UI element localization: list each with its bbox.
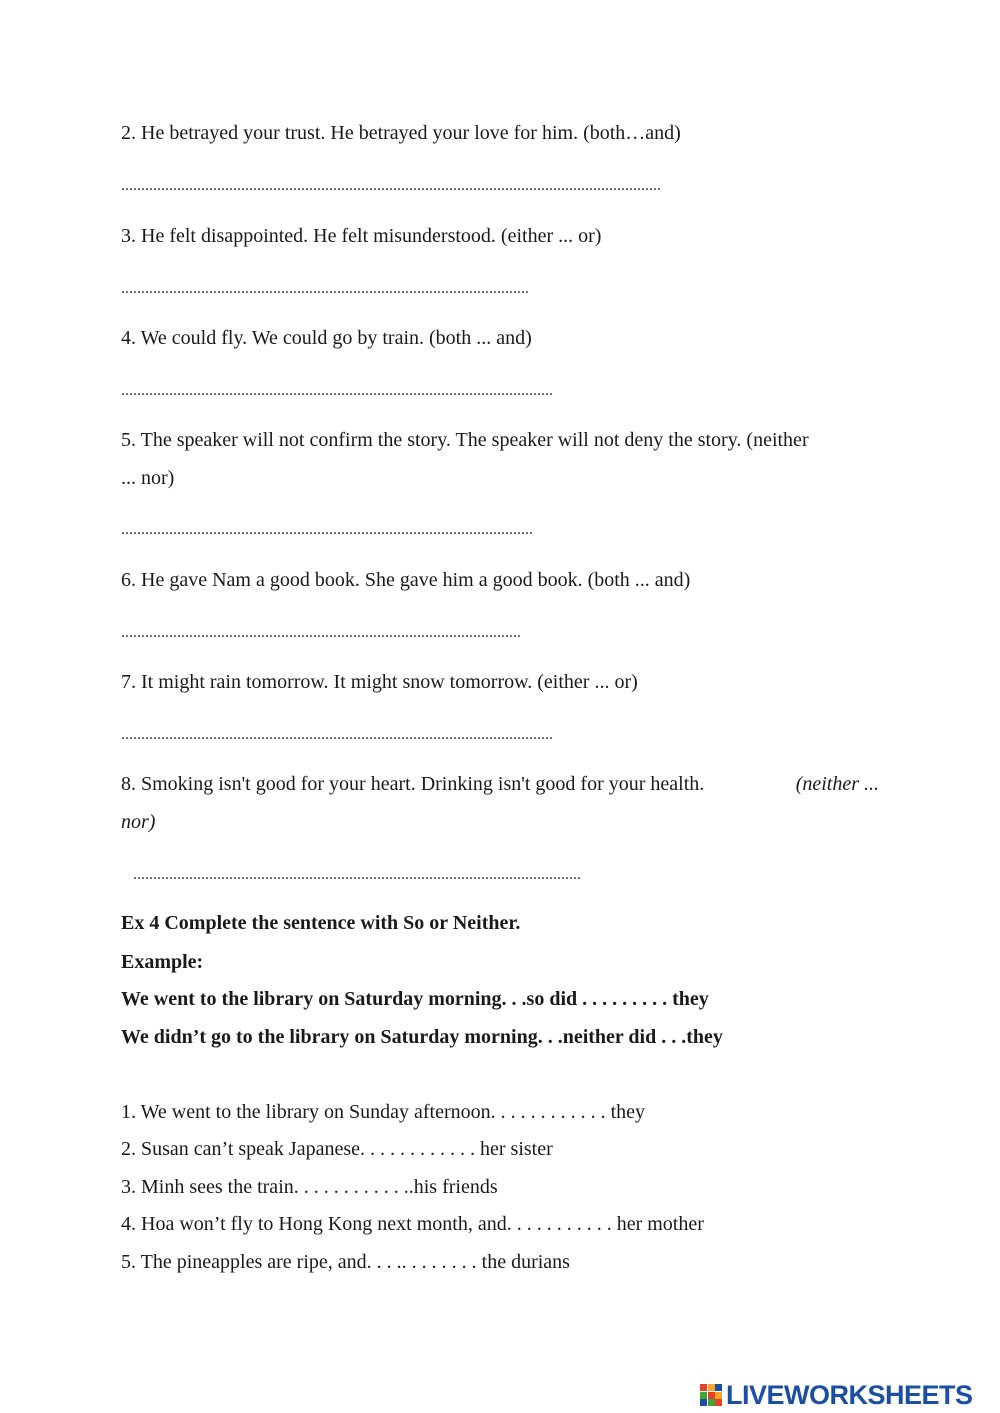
- example-label: Example:: [121, 951, 204, 973]
- logo-text: LIVEWORKSHEETS: [726, 1379, 973, 1410]
- question-6: 6. He gave Nam a good book. She gave him a good book. (both ... and): [121, 569, 691, 591]
- answer-line-8[interactable]: ................................................................................................................: [133, 866, 581, 883]
- exercise-4-title: Ex 4 Complete the sentence with So or Neither.: [121, 912, 521, 934]
- example-2: We didn’t go to the library on Saturday morning. . .neither did . . .they: [121, 1026, 723, 1048]
- question-7: 7. It might rain tomorrow. It might snow tomorrow. (either ... or): [121, 671, 638, 693]
- so-neither-item-3: 3. Minh sees the train. . . . . . . . . . . ..his friends: [121, 1176, 498, 1198]
- question-8: [121, 765, 879, 841]
- so-neither-item-2: 2. Susan can’t speak Japanese. . . . . . . . . . . . her sister: [121, 1138, 553, 1160]
- so-neither-item-5: 5. The pineapples are ripe, and. . . .. . . . . . . . the durians: [121, 1251, 570, 1273]
- question-8-hint: (neither ...: [795, 773, 879, 795]
- question-5-cont: ... nor): [121, 467, 175, 489]
- answer-line-3[interactable]: ......................................................................................................: [121, 280, 529, 297]
- answer-line-5[interactable]: .......................................................................................................: [121, 521, 533, 538]
- answer-line-4[interactable]: ............................................................................................................: [121, 382, 553, 399]
- question-8-cont: nor): [121, 811, 156, 833]
- answer-line-2[interactable]: .......................................................................................................................................: [121, 177, 661, 194]
- question-3: 3. He felt disappointed. He felt misunderstood. (either ... or): [121, 225, 602, 247]
- answer-line-7[interactable]: ............................................................................................................: [121, 726, 553, 743]
- question-5: [121, 421, 879, 497]
- so-neither-item-4: 4. Hoa won’t fly to Hong Kong next month, and. . . . . . . . . . . her mother: [121, 1213, 704, 1235]
- question-8-row: [121, 765, 879, 803]
- answer-line-6[interactable]: ....................................................................................................: [121, 624, 521, 641]
- logo-mark-icon: [700, 1384, 722, 1406]
- question-8-text: 8. Smoking isn't good for your heart. Drinking isn't good for your health.: [121, 773, 705, 795]
- so-neither-item-1: 1. We went to the library on Sunday afternoon. . . . . . . . . . . . they: [121, 1101, 646, 1123]
- question-2: 2. He betrayed your trust. He betrayed your love for him. (both…and): [121, 122, 681, 144]
- question-5-text: 5. The speaker will not confirm the story. The speaker will not deny the story. (neither: [121, 429, 809, 451]
- question-4: 4. We could fly. We could go by train. (both ... and): [121, 327, 532, 349]
- example-1: We went to the library on Saturday morning. . .so did . . . . . . . . . they: [121, 988, 709, 1010]
- liveworksheets-logo: [700, 1380, 973, 1410]
